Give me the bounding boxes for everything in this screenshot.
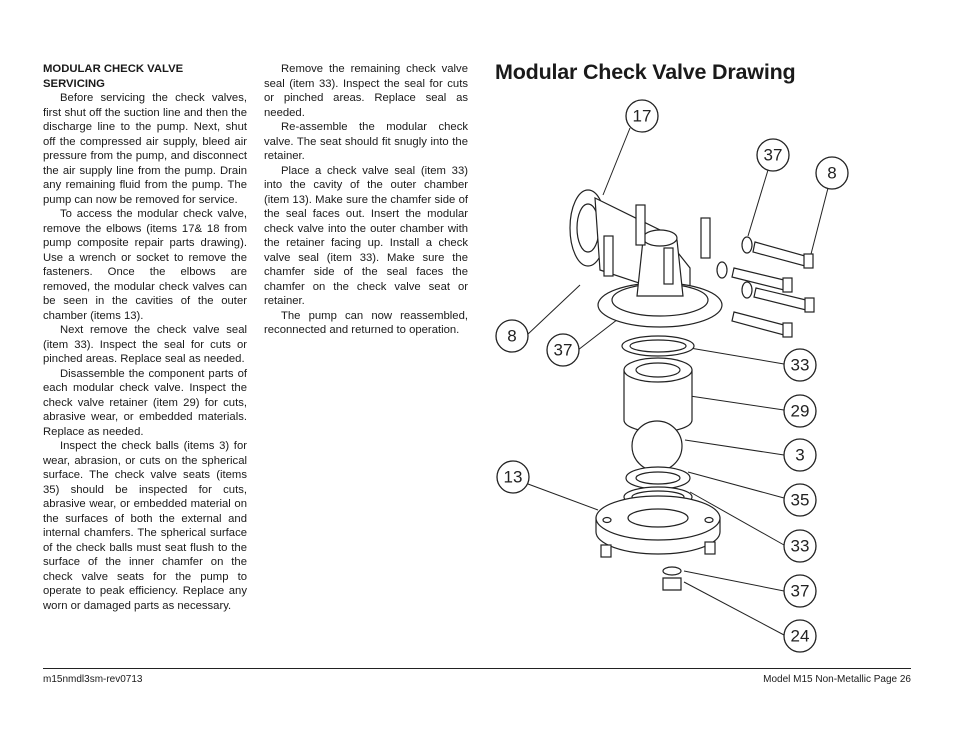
svg-text:24: 24 xyxy=(790,626,810,646)
svg-text:33: 33 xyxy=(790,536,810,556)
callout-35 xyxy=(784,484,816,516)
callout-8 xyxy=(816,157,848,189)
left-text-column xyxy=(43,62,247,613)
page-footer-label: Model M15 Non-Metallic Page 26 xyxy=(763,674,911,685)
callout-37 xyxy=(784,575,816,607)
callout-13 xyxy=(497,461,529,493)
paragraph: Next remove the check valve seal (item 33). Inspect the seal for cuts or pinched areas. Replace seal as needed. xyxy=(43,324,247,365)
nut xyxy=(663,578,681,590)
outer-chamber-flange xyxy=(596,496,720,557)
callout-24 xyxy=(784,620,816,652)
drawing-title: Modular Check Valve Drawing xyxy=(495,60,796,84)
callout-29 xyxy=(784,395,816,427)
callout-33 xyxy=(784,349,816,381)
svg-text:35: 35 xyxy=(790,490,810,510)
document-code: m15nmdl3sm-rev0713 xyxy=(43,674,143,685)
paragraph: Before servicing the check valves, first shut off the suction line and then the discharge line to the pump. Next, shut off the compressed air supply, bleed air pressure from the pump, and disconnect the air supply line from the pump. Drain any remaining fluid from the pump. The pump can now be removed for service. xyxy=(43,92,247,206)
paragraph: Re-assemble the modular check valve. The seat should fit snugly into the retainer. xyxy=(264,121,468,162)
svg-text:17: 17 xyxy=(632,106,652,126)
paragraph: Place a check valve seal (item 33) into the cavity of the outer chamber (item 13). Make sure the chamfer side of the seal faces out. Insert the modular check valve into the outer chamber with the retainer facing up. Install a check valve seal (item 33). Make sure the chamfer side of the seal faces the chamfer on the check valve seat or retainer. xyxy=(264,164,468,307)
paragraph: The pump can now reassembled, reconnected and returned to operation. xyxy=(264,309,468,336)
svg-text:33: 33 xyxy=(790,355,810,375)
svg-text:37: 37 xyxy=(763,145,783,165)
right-text-column xyxy=(264,62,468,338)
svg-text:3: 3 xyxy=(795,445,805,465)
svg-text:8: 8 xyxy=(507,326,517,346)
svg-text:37: 37 xyxy=(790,581,810,601)
callout-8 xyxy=(496,320,528,352)
svg-text:29: 29 xyxy=(790,401,810,421)
callout-3 xyxy=(784,439,816,471)
paragraph: To access the modular check valve, remove the elbows (items 17& 18 from pump composite repair parts drawing). Use a wrench or socket to remove the fasteners. Once the elbows are removed, the modular check valves can be seen in the cavities of the outer chamber (items 13). xyxy=(43,208,247,322)
washer xyxy=(663,567,681,575)
callout-33 xyxy=(784,530,816,562)
elbow-assembly xyxy=(570,190,722,327)
section-heading: MODULAR CHECK VALVE SERVICING xyxy=(43,63,184,90)
washers-and-bolts xyxy=(717,237,814,337)
exploded-view-drawing xyxy=(490,95,837,655)
callout-37 xyxy=(757,139,789,171)
svg-text:8: 8 xyxy=(827,163,837,183)
callout-17 xyxy=(626,100,658,132)
check-ball xyxy=(632,421,682,471)
callout-37 xyxy=(547,334,579,366)
svg-text:13: 13 xyxy=(503,467,523,487)
paragraph: Remove the remaining check valve seal (item 33). Inspect the seal for cuts or pinched areas. Replace seal as needed. xyxy=(264,63,468,119)
footer-divider xyxy=(43,668,911,669)
svg-text:37: 37 xyxy=(553,340,573,360)
check-valve-seat xyxy=(626,467,690,489)
paragraph: Inspect the check balls (items 3) for wear, abrasion, or cuts on the spherical surface. The check valve seats (items 35) should be inspected for cuts, abrasive wear, or embedded material on the surfaces of both the external and internal chamfers. The spherical surface of the check balls must seat flush to the surface of the inner chamfer on the check valve seats for the pump to operate to peak efficiency. Replace any worn or damaged parts as necessary. xyxy=(43,440,247,612)
paragraph: Disassemble the component parts of each modular check valve. Inspect the check valve retainer (item 29) for cuts, abrasive wear, or embedded materials. Replace as needed. xyxy=(43,367,247,438)
